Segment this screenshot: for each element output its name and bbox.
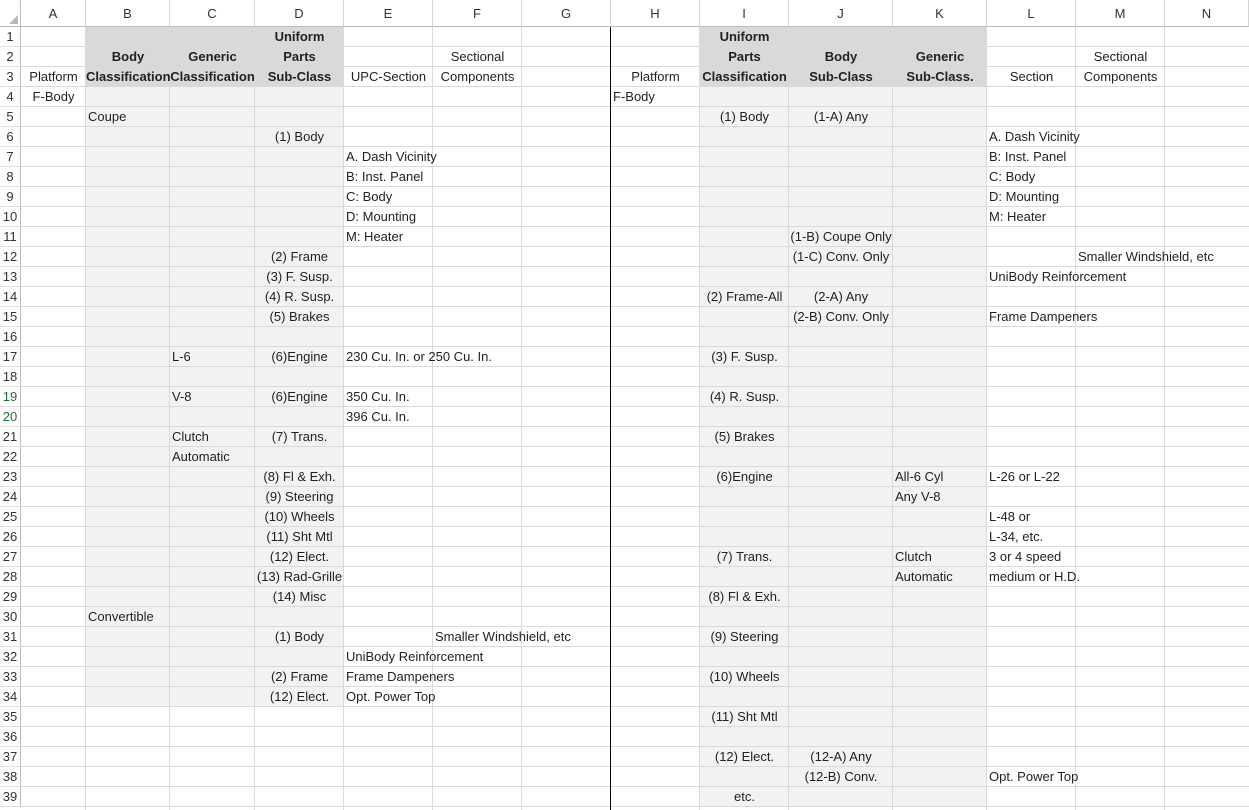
column-gridline: [699, 27, 700, 810]
row-gridline: [21, 806, 1249, 807]
cell-a4[interactable]: F-Body: [32, 89, 75, 104]
cell-j37[interactable]: (12-A) Any: [810, 749, 872, 764]
row-gridline: [21, 706, 1249, 707]
row-header-5[interactable]: 5: [0, 107, 21, 127]
cell-c2[interactable]: Generic: [188, 49, 237, 64]
row-header-38[interactable]: 38: [0, 767, 21, 787]
cell-c19[interactable]: V-8: [172, 389, 192, 404]
row-header-9[interactable]: 9: [0, 187, 21, 207]
cell-d1[interactable]: Uniform: [274, 29, 325, 44]
cell-i5[interactable]: (1) Body: [719, 109, 770, 124]
cell-d28[interactable]: (13) Rad-Grille: [256, 569, 343, 584]
row-gridline: [21, 746, 1249, 747]
cell-m3[interactable]: Components: [1083, 69, 1158, 84]
cell-d13[interactable]: (3) F. Susp.: [266, 269, 333, 284]
cell-b30[interactable]: Convertible: [88, 609, 154, 624]
cell-i23[interactable]: (6)Engine: [716, 469, 773, 484]
column-header-b[interactable]: B: [86, 0, 170, 27]
row-gridline: [21, 206, 1249, 207]
cell-b2[interactable]: Body: [111, 49, 145, 64]
cell-h4[interactable]: F-Body: [613, 89, 655, 104]
row-header-37[interactable]: 37: [0, 747, 21, 767]
column-header-j[interactable]: J: [789, 0, 893, 27]
cell-i29[interactable]: (8) Fl & Exh.: [708, 589, 781, 604]
cell-l3[interactable]: Section: [1009, 69, 1054, 84]
cell-m12[interactable]: Smaller Windshield, etc: [1078, 249, 1214, 264]
row-header-19[interactable]: 19: [0, 387, 21, 407]
column-header-c[interactable]: C: [170, 0, 255, 27]
row-header-33[interactable]: 33: [0, 667, 21, 687]
cell-d33[interactable]: (2) Frame: [270, 669, 329, 684]
cell-i17[interactable]: (3) F. Susp.: [711, 349, 778, 364]
cell-d3[interactable]: Sub-Class: [267, 69, 332, 84]
cell-j14[interactable]: (2-A) Any: [813, 289, 869, 304]
cell-i35[interactable]: (11) Sht Mtl: [711, 709, 778, 724]
cell-e33[interactable]: Frame Dampeners: [346, 669, 455, 684]
row-gridline: [21, 526, 1249, 527]
cell-l38[interactable]: Opt. Power Top: [989, 769, 1079, 784]
row-header-26[interactable]: 26: [0, 527, 21, 547]
cell-i37[interactable]: (12) Elect.: [714, 749, 775, 764]
cell-i33[interactable]: (10) Wheels: [709, 669, 780, 684]
row-gridline: [21, 366, 1249, 367]
cell-e10[interactable]: D: Mounting: [346, 209, 417, 224]
cell-f2[interactable]: Sectional: [450, 49, 505, 64]
row-gridline: [21, 686, 1249, 687]
cell-c3[interactable]: Classification: [170, 69, 255, 84]
cell-i21[interactable]: (5) Brakes: [714, 429, 775, 444]
row-header-32[interactable]: 32: [0, 647, 21, 667]
cell-d29[interactable]: (14) Misc: [272, 589, 327, 604]
cell-d21[interactable]: (7) Trans.: [271, 429, 328, 444]
cell-d31[interactable]: (1) Body: [274, 629, 325, 644]
cell-c22[interactable]: Automatic: [172, 449, 230, 464]
row-gridline: [21, 626, 1249, 627]
cell-l27[interactable]: 3 or 4 speed: [989, 549, 1062, 564]
row-gridline: [21, 406, 1249, 407]
cell-k27[interactable]: Clutch: [895, 549, 932, 564]
cell-k23[interactable]: All-6 Cyl: [895, 469, 944, 484]
row-header-39[interactable]: 39: [0, 787, 21, 807]
row-header-6[interactable]: 6: [0, 127, 21, 147]
row-gridline: [21, 486, 1249, 487]
row-header-18[interactable]: 18: [0, 367, 21, 387]
cell-d24[interactable]: (9) Steering: [265, 489, 334, 504]
cell-f3[interactable]: Components: [440, 69, 515, 84]
cell-j2[interactable]: Body: [824, 49, 858, 64]
cell-j3[interactable]: Sub-Class: [809, 69, 873, 84]
cell-e3[interactable]: UPC-Section: [350, 69, 427, 84]
cell-i14[interactable]: (2) Frame-All: [706, 289, 783, 304]
cell-l28[interactable]: medium or H.D.: [989, 569, 1081, 584]
row-header-1[interactable]: 1: [0, 27, 21, 47]
cell-k28[interactable]: Automatic: [895, 569, 953, 584]
row-gridline: [21, 386, 1249, 387]
row-header-20[interactable]: 20: [0, 407, 21, 427]
column-gridline: [892, 27, 893, 810]
cell-h3[interactable]: Platform: [631, 69, 680, 84]
column-header-g[interactable]: G: [522, 0, 611, 27]
column-header-h[interactable]: H: [611, 0, 700, 27]
cell-e7[interactable]: A. Dash Vicinity: [346, 149, 437, 164]
cell-l23[interactable]: L-26 or L-22: [989, 469, 1060, 484]
row-header-22[interactable]: 22: [0, 447, 21, 467]
cell-d27[interactable]: (12) Elect.: [269, 549, 330, 564]
cell-i2[interactable]: Parts: [728, 49, 761, 64]
row-header-3[interactable]: 3: [0, 67, 21, 87]
cell-e20[interactable]: 396 Cu. In.: [346, 409, 410, 424]
cell-c17[interactable]: L-6: [172, 349, 191, 364]
row-header-24[interactable]: 24: [0, 487, 21, 507]
cell-i1[interactable]: Uniform: [719, 29, 770, 44]
right-shaded-region: [700, 87, 987, 807]
row-header-30[interactable]: 30: [0, 607, 21, 627]
cell-k2[interactable]: Generic: [915, 49, 965, 64]
cell-i3[interactable]: Classification: [702, 69, 787, 84]
row-header-2[interactable]: 2: [0, 47, 21, 67]
row-header-28[interactable]: 28: [0, 567, 21, 587]
row-gridline: [21, 726, 1249, 727]
cell-l13[interactable]: UniBody Reinforcement: [989, 269, 1127, 284]
column-header-m[interactable]: M: [1076, 0, 1165, 27]
cell-a3[interactable]: Platform: [29, 69, 78, 84]
column-header-i[interactable]: I: [700, 0, 789, 27]
cell-d23[interactable]: (8) Fl & Exh.: [263, 469, 336, 484]
cell-j11[interactable]: (1-B) Coupe Only: [790, 229, 892, 244]
cell-l10[interactable]: M: Heater: [989, 209, 1047, 224]
cell-l7[interactable]: B: Inst. Panel: [989, 149, 1067, 164]
cell-l15[interactable]: Frame Dampeners: [989, 309, 1098, 324]
cell-e32[interactable]: UniBody Reinforcement: [346, 649, 484, 664]
row-gridline: [21, 546, 1249, 547]
column-gridline: [1164, 27, 1165, 810]
cell-d17[interactable]: (6)Engine: [271, 349, 328, 364]
row-header-7[interactable]: 7: [0, 147, 21, 167]
row-header-36[interactable]: 36: [0, 727, 21, 747]
cell-e11[interactable]: M: Heater: [346, 229, 404, 244]
row-header-27[interactable]: 27: [0, 547, 21, 567]
column-gridline: [521, 27, 522, 810]
column-gridline: [85, 27, 86, 810]
row-gridline: [21, 506, 1249, 507]
cell-j5[interactable]: (1-A) Any: [813, 109, 869, 124]
cell-b5[interactable]: Coupe: [88, 109, 127, 124]
cell-e17[interactable]: 230 Cu. In. or 250 Cu. In.: [346, 349, 492, 364]
cell-d25[interactable]: (10) Wheels: [264, 509, 335, 524]
cell-k3[interactable]: Sub-Class.: [906, 69, 974, 84]
cell-j15[interactable]: (2-B) Conv. Only: [793, 309, 889, 324]
cell-m2[interactable]: Sectional: [1093, 49, 1148, 64]
column-header-k[interactable]: K: [893, 0, 987, 27]
row-header-31[interactable]: 31: [0, 627, 21, 647]
row-header-25[interactable]: 25: [0, 507, 21, 527]
row-header-14[interactable]: 14: [0, 287, 21, 307]
row-header-8[interactable]: 8: [0, 167, 21, 187]
row-gridline: [21, 606, 1249, 607]
row-gridline: [21, 666, 1249, 667]
row-gridline: [21, 646, 1249, 647]
row-header-15[interactable]: 15: [0, 307, 21, 327]
row-header-23[interactable]: 23: [0, 467, 21, 487]
row-header-4[interactable]: 4: [0, 87, 21, 107]
cell-d34[interactable]: (12) Elect.: [269, 689, 330, 704]
column-header-l[interactable]: L: [987, 0, 1076, 27]
column-header-n[interactable]: N: [1165, 0, 1249, 27]
row-header-11[interactable]: 11: [0, 227, 21, 247]
cell-l8[interactable]: C: Body: [989, 169, 1036, 184]
cell-l9[interactable]: D: Mounting: [989, 189, 1060, 204]
row-gridline: [21, 226, 1249, 227]
column-header-f[interactable]: F: [433, 0, 522, 27]
column-header-a[interactable]: A: [21, 0, 86, 27]
row-gridline: [21, 346, 1249, 347]
cell-d26[interactable]: (11) Sht Mtl: [266, 529, 333, 544]
column-gridline: [169, 27, 170, 810]
cell-e9[interactable]: C: Body: [346, 189, 393, 204]
cell-k24[interactable]: Any V-8: [895, 489, 941, 504]
cell-i39[interactable]: etc.: [734, 789, 755, 804]
cell-i19[interactable]: (4) R. Susp.: [709, 389, 780, 404]
cell-f31[interactable]: Smaller Windshield, etc: [435, 629, 571, 644]
row-header-35[interactable]: 35: [0, 707, 21, 727]
select-all-corner[interactable]: [0, 0, 21, 27]
cell-d19[interactable]: (6)Engine: [271, 389, 328, 404]
row-header-10[interactable]: 10: [0, 207, 21, 227]
row-header-29[interactable]: 29: [0, 587, 21, 607]
column-header-d[interactable]: D: [255, 0, 344, 27]
cell-d15[interactable]: (5) Brakes: [269, 309, 330, 324]
row-header-17[interactable]: 17: [0, 347, 21, 367]
cell-e34[interactable]: Opt. Power Top: [346, 689, 436, 704]
cell-e8[interactable]: B: Inst. Panel: [346, 169, 424, 184]
cell-l26[interactable]: L-34, etc.: [989, 529, 1044, 544]
cell-l25[interactable]: L-48 or: [989, 509, 1031, 524]
cell-d6[interactable]: (1) Body: [274, 129, 325, 144]
cell-l6[interactable]: A. Dash Vicinity: [989, 129, 1080, 144]
row-gridline: [21, 246, 1249, 247]
cell-d2[interactable]: Parts: [283, 49, 316, 64]
row-header-12[interactable]: 12: [0, 247, 21, 267]
cell-j38[interactable]: (12-B) Conv.: [804, 769, 878, 784]
cell-d12[interactable]: (2) Frame: [270, 249, 329, 264]
cell-i31[interactable]: (9) Steering: [710, 629, 779, 644]
cell-j12[interactable]: (1-C) Conv. Only: [792, 249, 890, 264]
table-divider-border: [610, 27, 611, 810]
column-gridline: [788, 27, 789, 810]
row-header-34[interactable]: 34: [0, 687, 21, 707]
row-header-16[interactable]: 16: [0, 327, 21, 347]
cell-e19[interactable]: 350 Cu. In.: [346, 389, 410, 404]
column-gridline: [986, 27, 987, 810]
row-gridline: [21, 186, 1249, 187]
row-header-13[interactable]: 13: [0, 267, 21, 287]
cell-i27[interactable]: (7) Trans.: [716, 549, 773, 564]
cell-c21[interactable]: Clutch: [172, 429, 209, 444]
cell-d14[interactable]: (4) R. Susp.: [264, 289, 335, 304]
row-header-21[interactable]: 21: [0, 427, 21, 447]
cell-b3[interactable]: Classification: [86, 69, 171, 84]
column-header-e[interactable]: E: [344, 0, 433, 27]
